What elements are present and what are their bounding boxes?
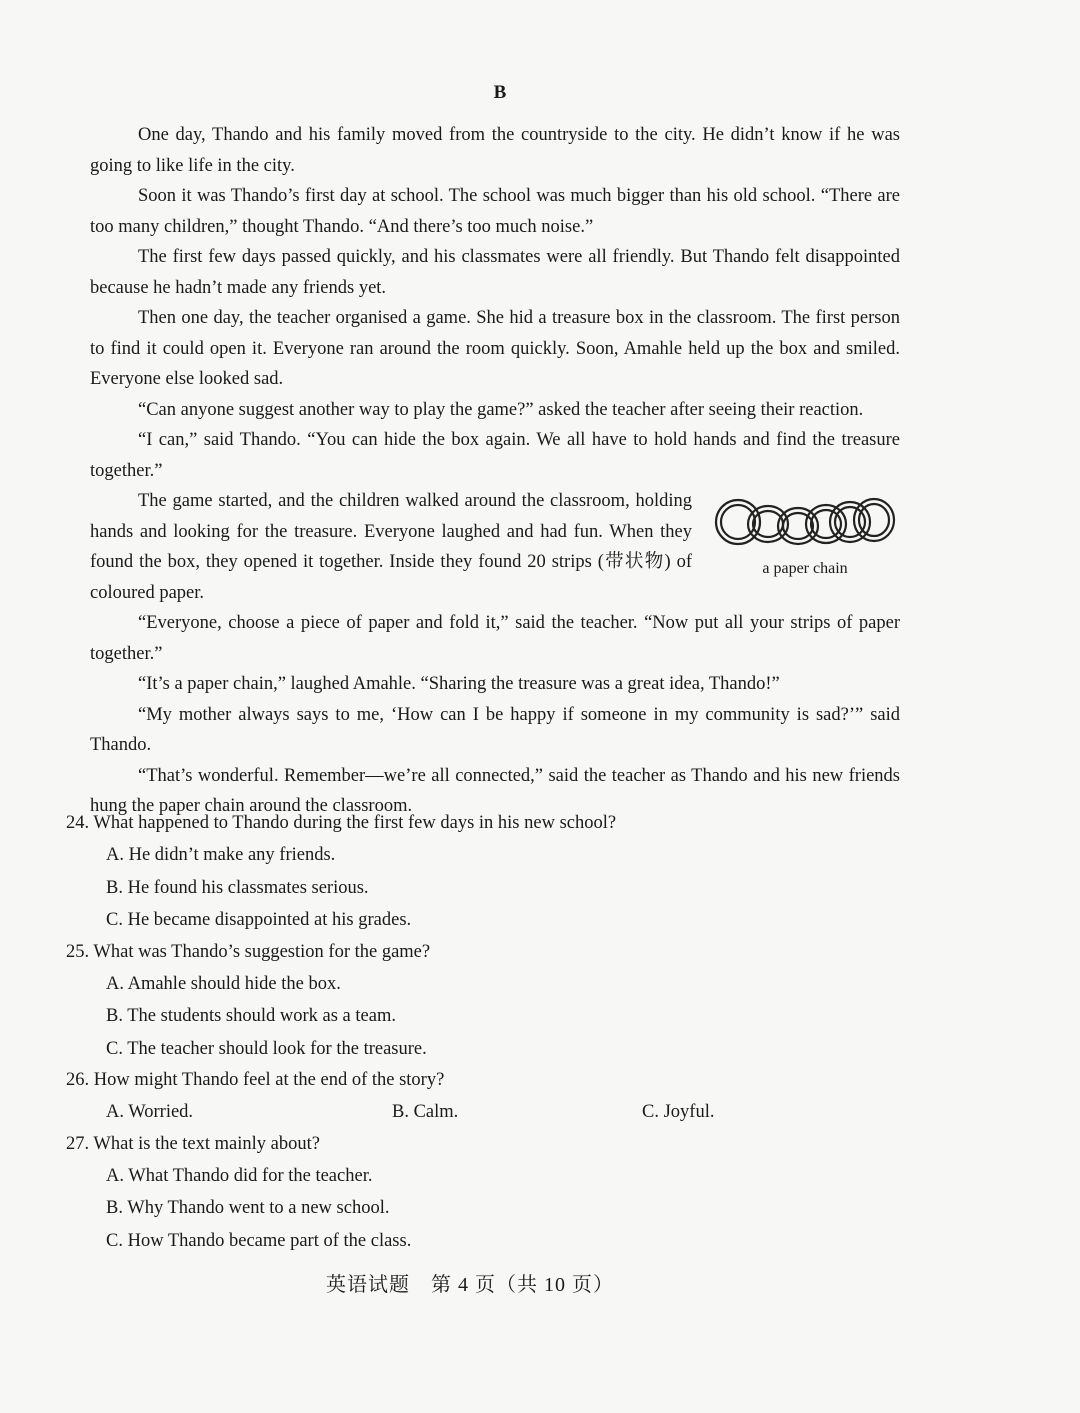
option-c[interactable]: C. He became disappointed at his grades. bbox=[106, 910, 412, 930]
option-c[interactable]: C. The teacher should look for the treasure. bbox=[106, 1038, 427, 1059]
option-b[interactable]: B. The students should work as a team. bbox=[106, 1006, 396, 1026]
question-list bbox=[66, 808, 866, 1257]
paragraph-9: “It’s a paper chain,” laughed Amahle. “Sharing the treasure was a great idea, Thando!” bbox=[138, 674, 780, 694]
option-b[interactable]: B. Why Thando went to a new school. bbox=[106, 1198, 390, 1218]
paper-chain-figure bbox=[710, 494, 900, 585]
question-stem: 26. How might Thando feel at the end of the story? bbox=[66, 1070, 445, 1090]
question-27 bbox=[66, 1129, 866, 1258]
question-26 bbox=[66, 1065, 866, 1129]
paragraph-11: “That’s wonderful. Remember—we’re all connected,” said the teacher as Thando and his new friends hung the paper chain around the classroom. bbox=[90, 765, 900, 816]
paragraph-3: The first few days passed quickly, and his classmates were all friendly. But Thando felt disappointed because he hadn’t made any friends yet. bbox=[90, 247, 900, 298]
option-b[interactable]: B. He found his classmates serious. bbox=[106, 877, 369, 898]
option-c[interactable]: C. Joyful. bbox=[642, 1102, 715, 1122]
paper-chain-icon bbox=[712, 494, 898, 552]
reading-passage bbox=[90, 120, 900, 822]
paragraph-10: “My mother always says to me, ‘How can I be happy if someone in my community is sad?’” said Thando. bbox=[90, 704, 900, 755]
question-stem: 24. What happened to Thando during the first few days in his new school? bbox=[66, 813, 617, 833]
question-24 bbox=[66, 808, 866, 937]
paragraph-1: One day, Thando and his family moved from the countryside to the city. He didn’t know if he was going to like life in the city. bbox=[90, 125, 900, 176]
paragraph-7: The game started, and the children walked around the classroom, holding hands and looking for the treasure. Everyone laughed and had fun. When they found the box, they opened it together. Inside they found 20 strips (带状物) of coloured paper. bbox=[90, 491, 692, 603]
option-a[interactable]: A. What Thando did for the teacher. bbox=[106, 1165, 373, 1186]
paragraph-6: “I can,” said Thando. “You can hide the box again. We all have to hold hands and find the treasure together.” bbox=[90, 430, 900, 481]
option-a[interactable]: A. Amahle should hide the box. bbox=[106, 973, 341, 994]
paragraph-4: Then one day, the teacher organised a game. She hid a treasure box in the classroom. The first person to find it could open it. Everyone ran around the room quickly. Soon, Amahle held up the box and smiled. Everyone else looked sad. bbox=[90, 308, 900, 389]
option-a[interactable]: A. He didn’t make any friends. bbox=[106, 845, 336, 865]
question-stem: 27. What is the text mainly about? bbox=[66, 1133, 320, 1154]
question-25 bbox=[66, 937, 866, 1066]
paragraph-2: Soon it was Thando’s first day at school. The school was much bigger than his old school. “There are too many children,” thought Thando. “And there’s too much noise.” bbox=[90, 186, 900, 237]
paragraph-8: “Everyone, choose a piece of paper and fold it,” said the teacher. “Now put all your strips of paper together.” bbox=[90, 613, 900, 664]
question-stem: 25. What was Thando’s suggestion for the game? bbox=[66, 941, 431, 962]
option-row bbox=[66, 1096, 866, 1129]
section-heading: B bbox=[493, 82, 507, 103]
figure-caption: a paper chain bbox=[762, 560, 848, 577]
option-b[interactable]: B. Calm. bbox=[392, 1102, 459, 1122]
option-a[interactable]: A. Worried. bbox=[106, 1102, 194, 1122]
page-footer: 英语试题 第 4 页（共 10 页） bbox=[326, 1274, 614, 1296]
option-c[interactable]: C. How Thando became part of the class. bbox=[106, 1230, 412, 1251]
paragraph-5: “Can anyone suggest another way to play the game?” asked the teacher after seeing their reaction. bbox=[138, 399, 864, 420]
